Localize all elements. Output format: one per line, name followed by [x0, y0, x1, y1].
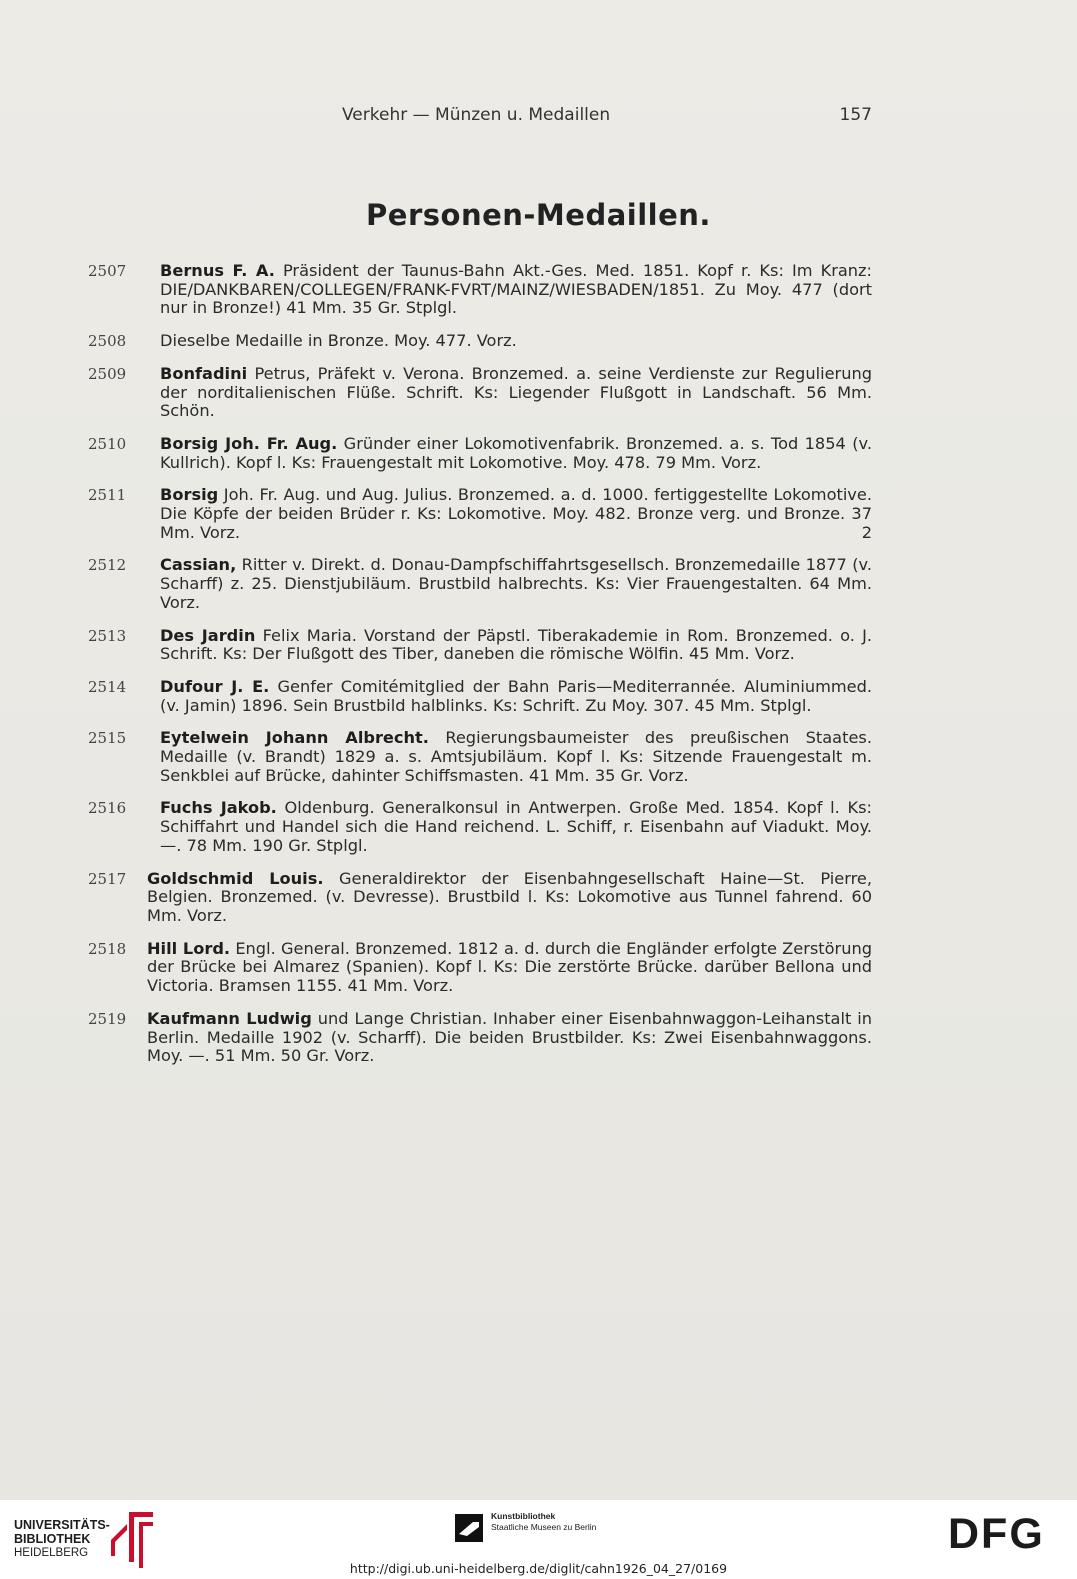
catalog-entry: [0, 627, 1077, 664]
entry-body: [147, 940, 872, 996]
entry-body: [160, 627, 872, 664]
catalog-entry: [0, 729, 1077, 785]
entry-number: 2514: [88, 677, 127, 696]
entry-number: 2510: [88, 434, 127, 453]
entry-list: [0, 262, 1077, 1080]
entry-body: [160, 799, 872, 855]
catalog-entry: [0, 435, 1077, 472]
entry-name: Bonfadini: [160, 363, 248, 383]
permalink-url[interactable]: http://digi.ub.uni-heidelberg.de/diglit/cahn1926_04_27/0169: [349, 1561, 728, 1576]
entry-name: Kaufmann Ludwig: [147, 1008, 312, 1028]
entry-number: 2515: [88, 729, 127, 748]
entry-text: Oldenburg. Generalkonsul in Antwerpen. Große Med. 1854. Kopf l. Ks: Schiffahrt und Handel sich die Hand reichend. L. Schiff, r. Eisenbahn auf Viadukt. Moy. —. 78 Mm. 190 Gr. Stplgl.: [160, 798, 872, 855]
entry-name: Des Jardin: [160, 625, 256, 645]
kunstbibliothek-icon: [455, 1514, 483, 1542]
entry-number: 2519: [88, 1009, 127, 1028]
entry-number: 2512: [88, 556, 127, 575]
kb-logo-line1: Kunstbibliothek: [491, 1511, 556, 1521]
entry-number: 2511: [88, 486, 127, 505]
entry-text: Engl. General. Bronzemed. 1812 a. d. durch die Engländer erfolgte Zerstörung der Brücke bei Almarez (Spanien). Kopf l. Ks: Die zerstörte Brücke. darüber Bellona und Victoria. Bramsen 1155. 41 Mm. Vorz.: [147, 938, 872, 996]
running-header-title: Verkehr — Münzen u. Medaillen: [342, 105, 611, 125]
entry-number: 2516: [88, 799, 127, 818]
catalog-entry: [0, 262, 1077, 318]
catalog-entry: [0, 1010, 1077, 1066]
entry-name: Eytelwein Johann Albrecht.: [160, 728, 429, 748]
ub-logo-text: [14, 1518, 110, 1560]
entry-body: [160, 556, 872, 612]
entry-text: und Lange Christian. Inhaber einer Eisenbahnwaggon-Leihanstalt in Berlin. Medaille 1902 (v. Scharff). Die beiden Brustbilder. Ks: Zwei Eisenbahnwaggons. Moy. —. 51 Mm. 50 Gr. Vorz.: [147, 1008, 872, 1066]
entry-number: 2518: [88, 939, 127, 958]
entry-text: Präsident der Taunus-Bahn Akt.-Ges. Med. 1851. Kopf r. Ks: Im Kranz: DIE/DANKBAREN/COLLEGEN/FRANK-FVRT/MAINZ/WIESBADEN/1851. Zu Moy. 477 (dort nur in Bronze!) 41 Mm. 35 Gr. Stplgl.: [160, 261, 872, 318]
entry-body: [160, 365, 872, 421]
entry-body: [160, 435, 872, 472]
entry-number: 2507: [88, 262, 127, 280]
entry-body: [147, 870, 872, 926]
dfg-logo[interactable]: [948, 1512, 1058, 1556]
entry-text: Joh. Fr. Aug. und Aug. Julius. Bronzemed. a. d. 1000. fertiggestellte Lokomotive. Die Köpfe der beiden Brüder r. Ks: Lokomotive. Moy. 482. Bronze verg. und Bronze. 37 Mm. Vorz.: [160, 485, 872, 542]
entry-name: Borsig: [160, 485, 219, 505]
entry-text: Regierungsbaumeister des preußischen Staates. Medaille (v. Brandt) 1829 a. s. Amtsjubiläum. Kopf l. Ks: Sitzende Frauengestalt m. Senkblei auf Brücke, dahinter Schiffsmasten. 41 Mm. 35 Gr. Vorz.: [160, 728, 872, 785]
page-number: 157: [839, 105, 872, 125]
catalog-entry: [0, 678, 1077, 715]
entry-number: 2517: [88, 869, 127, 888]
entry-name: Borsig Joh. Fr. Aug.: [160, 433, 338, 453]
entry-body: [160, 262, 872, 318]
entry-piece-count: 2: [861, 522, 872, 542]
kb-logo-line2: Staatliche Museen zu Berlin: [491, 1522, 597, 1532]
ub-logo-line2: BIBLIOTHEK: [14, 1532, 91, 1546]
entry-text: Dieselbe Medaille in Bronze. Moy. 477. Vorz.: [160, 331, 517, 351]
kunstbibliothek-logo[interactable]: [455, 1508, 625, 1548]
entry-body: [160, 678, 872, 715]
entry-number: 2509: [88, 364, 127, 383]
entry-text: Gründer einer Lokomotivenfabrik. Bronzemed. a. s. Tod 1854 (v. Kullrich). Kopf l. Ks: Frauengestalt mit Lokomotive. Moy. 478. 79 Mm. Vorz.: [160, 433, 872, 472]
catalog-entry: [0, 556, 1077, 612]
ub-logo-line3: HEIDELBERG: [14, 1547, 89, 1559]
catalog-entry: [0, 486, 1077, 542]
entry-body: [160, 486, 872, 542]
entry-text: Ritter v. Direkt. d. Donau-Dampfschiffahrtsgesellsch. Bronzemedaille 1877 (v. Scharff) z. 25. Dienstjubiläum. Brustbild halbrechts. Ks: Vier Frauengestalten. 64 Mm. Vorz.: [160, 555, 872, 612]
entry-name: Hill Lord.: [147, 938, 231, 958]
entry-text: Generaldirektor der Eisenbahngesellschaft Haine—St. Pierre, Belgien. Bronzemed. (v. Devresse). Brustbild l. Ks: Lokomotive aus Tunnel fahrend. 60 Mm. Vorz.: [147, 868, 872, 925]
ub-logo-line1: UNIVERSITÄTS-: [14, 1518, 110, 1532]
catalog-entry: [0, 365, 1077, 421]
entry-text: Genfer Comitémitglied der Bahn Paris—Mediterrannée. Aluminiummed. (v. Jamin) 1896. Sein Brustbild halblinks. Ks: Schrift. Zu Moy. 307. 45 Mm. Stplgl.: [160, 676, 872, 715]
catalog-entry: [0, 870, 1077, 926]
catalog-entry: [0, 940, 1077, 996]
entry-name: Dufour J. E.: [160, 676, 270, 696]
entry-number: 2508: [88, 332, 127, 351]
entry-body: [160, 729, 872, 785]
running-header: [160, 105, 872, 131]
entry-name: Goldschmid Louis.: [147, 868, 324, 888]
entry-body: [147, 1010, 872, 1066]
ub-mark-icon: [109, 1510, 155, 1568]
entry-number: 2513: [88, 626, 127, 645]
dfg-logo-text: DFG: [948, 1510, 1045, 1558]
entry-text: Petrus, Präfekt v. Verona. Bronzemed. a. seine Verdienste zur Regulierung der norditalienischen Flüße. Schrift. Ks: Liegender Flußgott in Landschaft. 56 Mm. Schön.: [160, 363, 872, 421]
section-title: Personen-Medaillen.: [366, 198, 711, 232]
entry-name: Fuchs Jakob.: [160, 798, 277, 818]
catalog-entry: [0, 799, 1077, 855]
entry-body: [160, 332, 872, 351]
entry-text: Felix Maria. Vorstand der Päpstl. Tiberakademie in Rom. Bronzemed. o. J. Schrift. Ks: Der Flußgott des Tiber, daneben die römische Wölfin. 45 Mm. Vorz.: [160, 625, 872, 664]
kunstbibliothek-text: [491, 1511, 596, 1533]
catalog-entry: [0, 332, 1077, 351]
entry-name: Bernus F. A.: [160, 261, 275, 280]
entry-name: Cassian,: [160, 555, 237, 575]
